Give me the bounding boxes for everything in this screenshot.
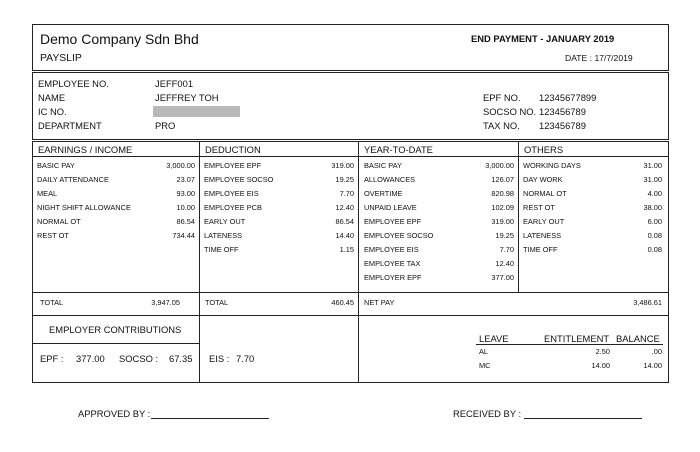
employer-eis-label: EIS :: [209, 353, 230, 364]
others-row-label: REST OT: [523, 203, 555, 212]
earnings-row-value: 10.00: [176, 203, 195, 212]
column-divider-1: [199, 141, 200, 383]
net-pay-value: 3,486.61: [633, 298, 662, 307]
others-row-value: 31.00: [643, 175, 662, 184]
others-row-label: LATENESS: [523, 231, 562, 240]
ytd-row-label: BASIC PAY: [364, 161, 402, 170]
others-row-label: NORMAL OT: [523, 189, 567, 198]
payslip-title: END PAYMENT - JANUARY 2019: [471, 33, 615, 44]
table-employer-divider: [32, 315, 669, 316]
others-row-label: TIME OFF: [523, 245, 558, 254]
others-row-value: 31.00: [643, 161, 662, 170]
others-row-value: 0.08: [647, 245, 662, 254]
earnings-row-value: 23.07: [176, 175, 195, 184]
deduction-row-label: EARLY OUT: [204, 217, 246, 226]
earnings-total-label: TOTAL: [40, 298, 64, 307]
ytd-row-label: ALLOWANCES: [364, 175, 416, 184]
deduction-row-label: EMPLOYEE EIS: [204, 189, 259, 198]
label-epf-no: EPF NO.: [483, 92, 521, 103]
label-department: DEPARTMENT: [38, 120, 102, 131]
document-type: PAYSLIP: [40, 53, 82, 64]
ytd-row-value: 319.00: [491, 217, 514, 226]
employer-contributions-title: EMPLOYER CONTRIBUTIONS: [49, 324, 182, 335]
employer-epf-label: EPF :: [40, 353, 64, 364]
earnings-row-value: 734.44: [172, 231, 195, 240]
tax-no-value: 123456789: [539, 120, 586, 131]
column-divider-3: [518, 141, 519, 292]
epf-no-value: 12345677899: [539, 92, 597, 103]
deduction-row-label: EMPLOYEE PCB: [204, 203, 262, 212]
ytd-row-label: EMPLOYEE EPF: [364, 217, 422, 226]
label-socso-no: SOCSO NO.: [483, 106, 537, 117]
label-name: NAME: [38, 92, 66, 103]
ytd-row-value: 3,000.00: [485, 161, 514, 170]
deduction-row-value: 7.70: [339, 189, 354, 198]
leave-header-type: LEAVE: [479, 333, 509, 344]
others-row-label: WORKING DAYS: [523, 161, 581, 170]
leave-header-balance: BALANCE: [616, 333, 660, 344]
ytd-row-value: 820.98: [491, 189, 514, 198]
leave-row-type: MC: [479, 361, 491, 370]
others-row-value: 6.00: [647, 217, 662, 226]
deduction-row-value: 14.40: [335, 231, 354, 240]
earnings-row-label: BASIC PAY: [37, 161, 75, 170]
deduction-row-value: 1.15: [339, 245, 354, 254]
leave-row-balance: 14.00: [643, 361, 662, 370]
label-ic-no: IC NO.: [38, 106, 67, 117]
deduction-header: DEDUCTION: [205, 144, 261, 155]
ytd-row-value: 12.40: [495, 259, 514, 268]
ytd-row-value: 377.00: [491, 273, 514, 282]
leave-row-entitlement: 14.00: [591, 361, 610, 370]
earnings-row-label: DAILY ATTENDANCE: [37, 175, 109, 184]
deduction-total-label: TOTAL: [205, 298, 229, 307]
employer-socso-label: SOCSO :: [119, 353, 159, 364]
earnings-row-value: 3,000.00: [166, 161, 195, 170]
employer-eis-value: 7.70: [236, 353, 255, 364]
ytd-row-value: 102.09: [491, 203, 514, 212]
earnings-row-label: NORMAL OT: [37, 217, 81, 226]
deduction-row-value: 319.00: [331, 161, 354, 170]
label-employee-no: EMPLOYEE NO.: [38, 78, 109, 89]
ytd-row-label: UNPAID LEAVE: [364, 203, 417, 212]
ytd-row-label: EMPLOYER EPF: [364, 273, 422, 282]
others-header: OTHERS: [524, 144, 564, 155]
deduction-row-value: 19.25: [335, 175, 354, 184]
employer-title-divider: [32, 343, 199, 344]
deduction-row-label: EMPLOYEE SOCSO: [204, 175, 274, 184]
deduction-row-label: TIME OFF: [204, 245, 239, 254]
received-by-label: RECEIVED BY :: [453, 408, 522, 419]
employer-epf-value: 377.00: [76, 353, 105, 364]
others-row-value: 4.00: [647, 189, 662, 198]
ytd-row-label: EMPLOYEE SOCSO: [364, 231, 434, 240]
others-row-value: 38.00: [643, 203, 662, 212]
deduction-row-value: 12.40: [335, 203, 354, 212]
earnings-row-label: REST OT: [37, 231, 69, 240]
ytd-row-value: 19.25: [495, 231, 514, 240]
ytd-header: YEAR-TO-DATE: [364, 144, 433, 155]
deduction-row-value: 86.54: [335, 217, 354, 226]
earnings-row-value: 93.00: [176, 189, 195, 198]
department-value: PRO: [155, 120, 176, 131]
ytd-row-value: 7.70: [499, 245, 514, 254]
employee-name-value: JEFFREY TOH: [155, 92, 219, 103]
others-row-label: DAY WORK: [523, 175, 563, 184]
others-row-label: EARLY OUT: [523, 217, 565, 226]
label-tax-no: TAX NO.: [483, 120, 520, 131]
ytd-row-label: OVERTIME: [364, 189, 403, 198]
socso-no-value: 123456789: [539, 106, 586, 117]
deduction-total-value: 460.45: [331, 298, 354, 307]
leave-row-entitlement: 2.50: [595, 347, 610, 356]
employee-no-value: JEFF001: [155, 78, 194, 89]
table-totals-divider: [32, 292, 669, 293]
earnings-row-label: MEAL: [37, 189, 58, 198]
net-pay-label: NET PAY: [364, 298, 395, 307]
others-row-value: 0.08: [647, 231, 662, 240]
approved-by-line: [151, 418, 269, 419]
leave-row-balance: .00: [651, 347, 662, 356]
earnings-row-label: NIGHT SHIFT ALLOWANCE: [37, 203, 131, 212]
earnings-header: EARNINGS / INCOME: [38, 144, 133, 155]
earnings-total-value: 3,947.05: [151, 298, 180, 307]
leave-header-divider: [476, 344, 663, 345]
ic-no-redaction: [153, 106, 240, 117]
column-divider-2: [358, 141, 359, 383]
leave-header-entitlement: ENTITLEMENT: [544, 333, 610, 344]
payslip-date: DATE : 17/7/2019: [565, 53, 633, 63]
deduction-row-label: LATENESS: [204, 231, 243, 240]
table-header-divider: [32, 156, 669, 157]
leave-row-type: AL: [479, 347, 489, 356]
deduction-row-label: EMPLOYEE EPF: [204, 161, 262, 170]
received-by-line: [524, 418, 642, 419]
approved-by-label: APPROVED BY :: [78, 408, 151, 419]
employer-socso-value: 67.35: [169, 353, 193, 364]
earnings-row-value: 86.54: [176, 217, 195, 226]
ytd-row-value: 126.07: [491, 175, 514, 184]
company-name: Demo Company Sdn Bhd: [40, 31, 199, 47]
ytd-row-label: EMPLOYEE TAX: [364, 259, 421, 268]
ytd-row-label: EMPLOYEE EIS: [364, 245, 419, 254]
